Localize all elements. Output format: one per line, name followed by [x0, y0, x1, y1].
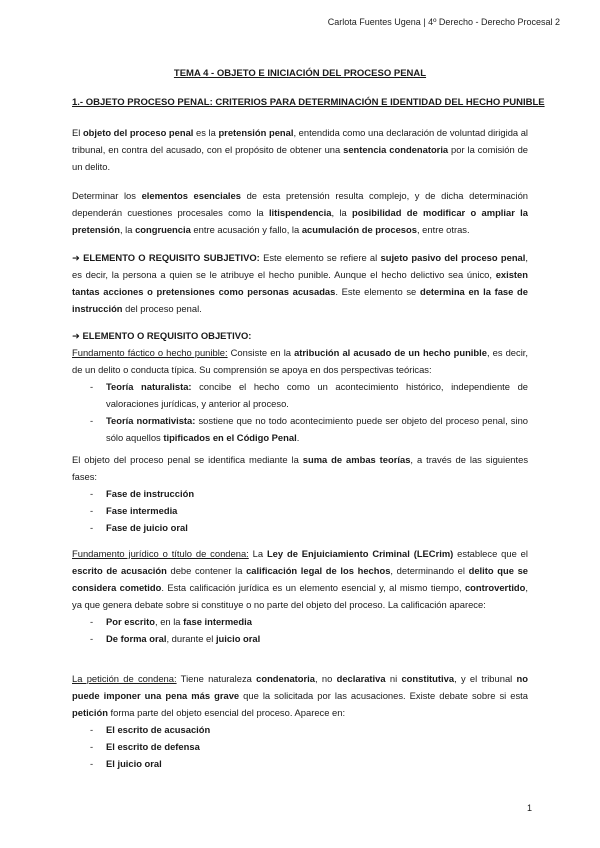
list-item: - De forma oral, durante el juicio oral [72, 630, 528, 647]
paragraph-fundamento-juridico: Fundamento jurídico o título de condena: La Ley de Enjuiciamiento Criminal (LECrim) establece que el escrito de acusación debe contener la calificación legal de los hechos, determinando el delito que se considera cometido. Esta calificación jurídica es un elemento esencial y, al mismo tiempo, controvertido, ya que genera debate sobre si constituye o no parte del objeto del proceso. La calificación aparece: - Por escrito, en la fase intermedia - De forma oral, durante el juicio oral [72, 545, 528, 647]
teorias-list [72, 378, 528, 446]
running-header: Carlota Fuentes Ugena | 4º Derecho - Derecho Procesal 2 [327, 17, 560, 27]
list-item: - Fase intermedia [72, 502, 528, 519]
list-item: - Fase de instrucción [72, 485, 528, 502]
document-title: TEMA 4 - OBJETO E INICIACIÓN DEL PROCESO PENAL [173, 68, 427, 79]
paragraph-elemento-objetivo: ➜ ELEMENTO O REQUISITO OBJETIVO: Fundamento fáctico o hecho punible: Consiste en la atribución al acusado de un hecho punible, es decir, de un delito o conducta típica. Su comprensión se apoya en dos perspectivas teóricas: - Teoría naturalista: concibe el hecho como un acontecimiento histórico, independiente de valoraciones jurídicas, y anterior al proceso. - Teoría normativista: sostiene que no todo acontecimiento puede ser objeto del proceso penal, sino sólo aquellos tipificados en el Código Penal. [72, 327, 528, 446]
fases-list [72, 485, 528, 536]
paragraph-peticion-condena: La petición de condena: Tiene naturaleza condenatoria, no declarativa ni constitutiva, y el tribunal no puede imponer una pena más grave que la solicitada por las acusaciones. Existe debate sobre si esta petición forma parte del objeto esencial del proceso. Aparece en: - El escrito de acusación - El escrito de defensa - El juicio oral [72, 670, 528, 772]
paragraph-elemento-subjetivo: ➜ ELEMENTO O REQUISITO SUBJETIVO: Este elemento se refiere al sujeto pasivo del proceso penal, es decir, la persona a quien se le atribuye el hecho punible. Aunque el hecho delictivo sea único, existen tantas acciones o pretensiones como personas acusadas. Este elemento se determina en la fase de instrucción del proceso penal. [72, 252, 528, 314]
paragraph-fases: El objeto del proceso penal se identifica mediante la suma de ambas teorías, a través de las siguientes fases: - Fase de instrucción - Fase intermedia - Fase de juicio oral [72, 451, 528, 536]
page-number: 1 [526, 803, 532, 813]
calificacion-list [72, 613, 528, 647]
list-item: - El escrito de acusación [72, 721, 528, 738]
list-item: - Por escrito, en la fase intermedia [72, 613, 528, 630]
list-item: - Teoría naturalista: concibe el hecho como un acontecimiento histórico, independiente de valoraciones jurídicas, y anterior al proceso. [72, 378, 528, 412]
aparicion-list [72, 721, 528, 772]
list-item: - El juicio oral [72, 755, 528, 772]
paragraph-elementos: Determinar los elementos esenciales de esta pretensión resulta complejo, y de dicha determinación dependerán cuestiones procesales como la litispendencia, la posibilidad de modificar o ampliar la pretensión, la congruencia entre acusación y fallo, la acumulación de procesos, entre otras. [72, 190, 529, 235]
paragraph-objeto: El objeto del proceso penal es la pretensión penal, entendida como una declaración de voluntad dirigida al tribunal, en contra del acusado, con el propósito de obtener una sentencia condenatoria por la comisión de un delito. [72, 127, 529, 172]
list-item: - Fase de juicio oral [72, 519, 528, 536]
section-heading: 1.- OBJETO PROCESO PENAL: CRITERIOS PARA DETERMINACIÓN E IDENTIDAD DEL HECHO PUNIBLE [72, 97, 545, 108]
subheading-objetivo: ➜ ELEMENTO O REQUISITO OBJETIVO: [72, 330, 252, 341]
list-item: - El escrito de defensa [72, 738, 528, 755]
list-item: - Teoría normativista: sostiene que no todo acontecimiento puede ser objeto del proceso penal, sino sólo aquellos tipificados en el Código Penal. [72, 412, 528, 446]
